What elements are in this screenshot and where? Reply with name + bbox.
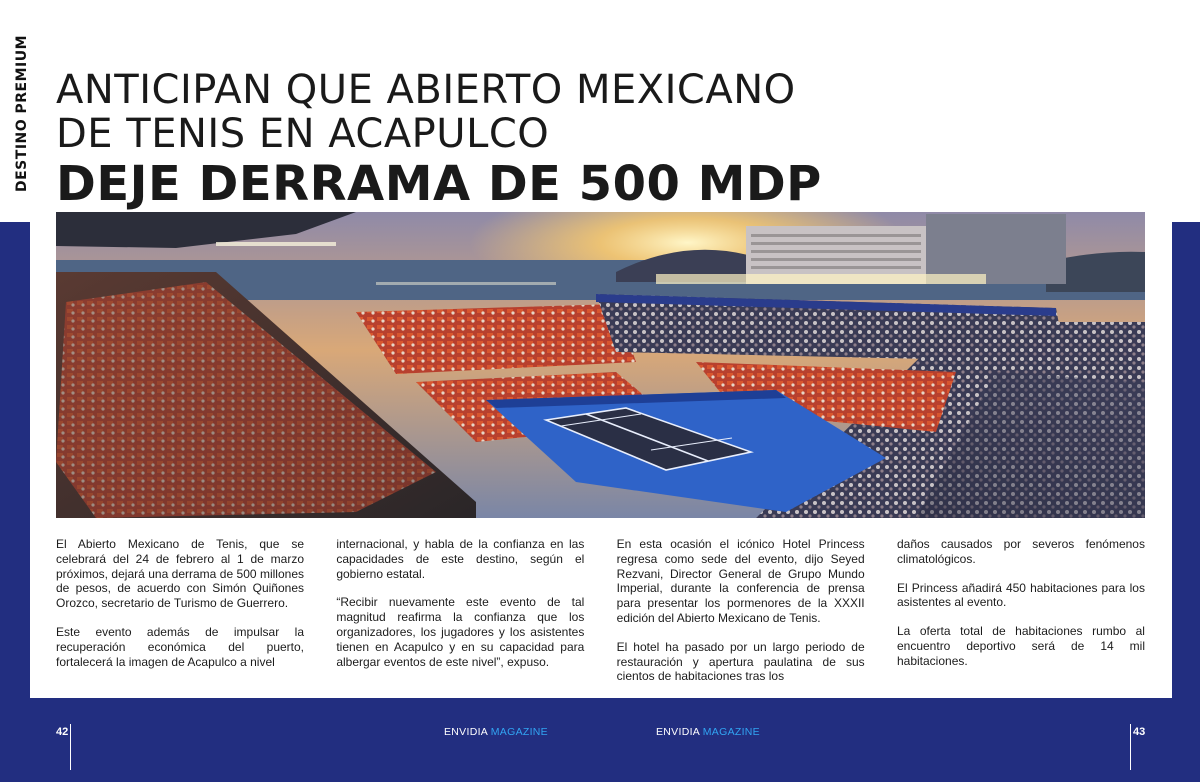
paragraph: El Abierto Mexicano de Tenis, que se celebrará del 24 de febrero al 1 de marzo próximos, dejará una derrama de 500 millones de pesos, de acuerdo con Simón Quiñones Orozco, secretario de Turismo de Guerrero. (56, 537, 304, 611)
brand-name: ENVIDIA (444, 726, 488, 738)
article-column-3 (617, 537, 865, 684)
headline-line-1: ANTICIPAN QUE ABIERTO MEXICANO (56, 67, 796, 113)
article-column-2 (336, 537, 584, 684)
paragraph: Este evento además de impulsar la recuperación económica del puerto, fortalecerá la imagen de Acapulco a nivel (56, 624, 304, 669)
brand-accent: MAGAZINE (702, 726, 760, 738)
paragraph: La oferta total de habitaciones rumbo al encuentro deportivo será de 14 mil habitaciones. (896, 624, 1145, 668)
paragraph: En esta ocasión el icónico Hotel Princess regresa como sede del evento, dijo Seyed Rezvani, Director General de Grupo Mundo Imperial, durante la conferencia de prensa para presentar los pormenores de la XXXII edición del Abierto Mexicano de Tenis. (616, 537, 865, 625)
article-columns (56, 537, 1145, 684)
headline-line-2: DE TENIS EN ACAPULCO (56, 111, 550, 157)
paragraph: El Princess añadirá 450 habitaciones para los asistentes al evento. (896, 580, 1145, 610)
stadium-illustration (56, 212, 1145, 518)
brand-footer-left (444, 726, 548, 738)
page-number-left: 42 (56, 726, 69, 738)
article-column-1 (56, 537, 304, 684)
folio-divider-left (70, 724, 71, 770)
brand-accent: MAGAZINE (490, 726, 548, 738)
brand-name: ENVIDIA (656, 726, 700, 738)
paragraph: El hotel ha pasado por un largo periodo de restauración y apertura paulatina de sus cientos de habitaciones tras los (616, 639, 865, 684)
section-label: DESTINO PREMIUM (14, 34, 30, 192)
page-number-right: 43 (1133, 726, 1146, 738)
paragraph: “Recibir nuevamente este evento de tal magnitud reafirma la confianza que los organizadores, los jugadores y los asistentes tienen en Acapulco y en su capacidad para albergar eventos de este nivel”, expuso. (336, 595, 585, 669)
headline (56, 68, 956, 212)
headline-line-3: DEJE DERRAMA DE 500 MDP (56, 156, 822, 212)
brand-footer-right (656, 726, 760, 738)
stadium-photo (56, 212, 1145, 518)
paragraph: daños causados por severos fenómenos climatológicos. (896, 537, 1145, 566)
folio-divider-right (1130, 724, 1131, 770)
article-column-4 (897, 537, 1145, 684)
paragraph: internacional, y habla de la confianza en las capacidades de este destino, según el gobierno estatal. (336, 537, 585, 581)
